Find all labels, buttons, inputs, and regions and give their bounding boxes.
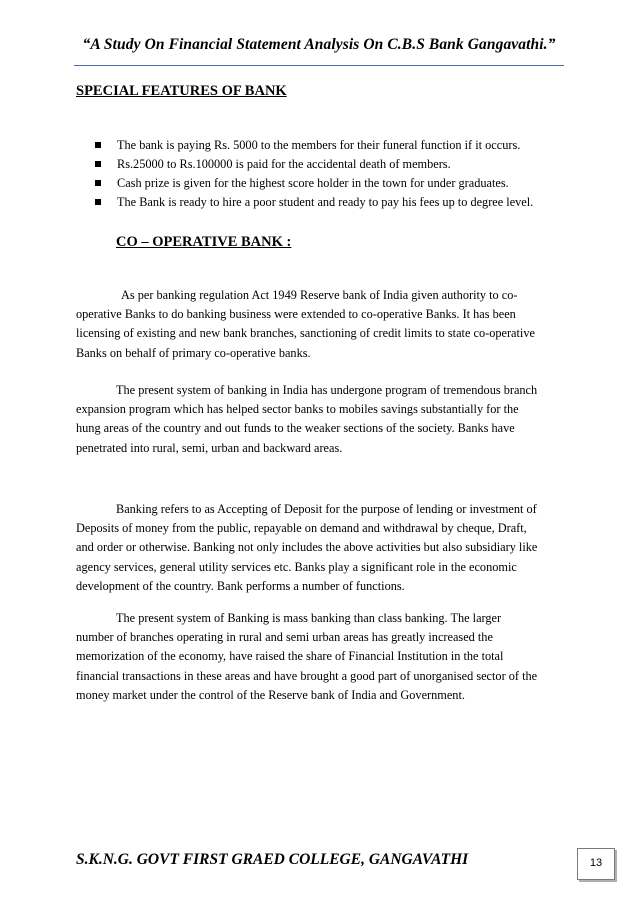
paragraph — [76, 609, 566, 705]
list-item-text: The Bank is ready to hire a poor student and ready to pay his fees up to degree level. — [117, 195, 534, 209]
paragraph — [76, 500, 566, 596]
list-item-text: Rs.25000 to Rs.100000 is paid for the accidental death of members. — [117, 157, 451, 171]
paragraph-line: number of branches operating in rural and semi urban areas has greatly increased the — [76, 630, 493, 645]
cooperative-bank-heading: CO – OPERATIVE BANK : — [116, 234, 292, 250]
paragraph-line: As per banking regulation Act 1949 Reserve bank of India given authority to co- — [121, 288, 518, 302]
paragraph-line: agency services, general utility services etc. Banks play a significant role in the economic — [76, 559, 517, 574]
list-item — [95, 136, 533, 155]
footer-college-name: S.K.N.G. GOVT FIRST GRAED COLLEGE, GANGAVATHI — [76, 851, 469, 868]
paragraph-line: and order or otherwise. Banking not only includes the above activities but also subsidiary like — [76, 540, 538, 555]
paragraph-line: money market under the control of the Reserve bank of India and Government. — [76, 687, 465, 702]
paragraph-line: expansion program which has helped sector banks to mobiles savings substantially for the — [76, 402, 519, 417]
square-bullet-icon — [95, 161, 101, 167]
square-bullet-icon — [95, 142, 101, 148]
paragraph-line: Banking refers to as Accepting of Deposit for the purpose of lending or investment of — [116, 502, 537, 516]
paragraph-line: memorization of the economy, have raised the share of Financial Institution in the total — [76, 649, 504, 664]
paragraph — [76, 286, 566, 363]
paragraph-line: Banks on behalf of primary co-operative banks. — [76, 345, 311, 360]
page-number: 13 — [589, 857, 603, 869]
header-divider — [74, 65, 564, 66]
paragraph-line: The present system of Banking is mass banking than class banking. The larger — [116, 611, 502, 625]
paragraph — [76, 381, 566, 458]
paragraph-line: financial transactions in these areas and have brought a good part of unorganised sector of the — [76, 668, 538, 683]
special-features-heading: SPECIAL FEATURES OF BANK — [76, 83, 287, 99]
list-item — [95, 174, 533, 193]
paragraph-line: Deposits of money from the public, repayable on demand and withdrawal by cheque, Draft, — [76, 521, 527, 536]
list-item-text: The bank is paying Rs. 5000 to the members for their funeral function if it occurs. — [117, 138, 521, 152]
paragraph-line: development of the country. Bank performs a number of functions. — [76, 578, 405, 593]
paragraph-line: licensing of existing and new bank branches, sanctioning of credit limits to state co-operative — [76, 326, 535, 341]
special-features-list — [95, 136, 533, 212]
paragraph-line: The present system of banking in India has undergone program of tremendous branch — [116, 383, 538, 397]
list-item — [95, 155, 533, 174]
square-bullet-icon — [95, 199, 101, 205]
list-item — [95, 193, 533, 212]
list-item-text: Cash prize is given for the highest score holder in the town for under graduates. — [117, 176, 509, 190]
square-bullet-icon — [95, 180, 101, 186]
paragraph-line: operative Banks to do banking business were extended to co-operative Banks. It has been — [76, 307, 516, 322]
paragraph-line: penetrated into rural, semi, urban and backward areas. — [76, 440, 343, 455]
header-title: “A Study On Financial Statement Analysis On C.B.S Bank Gangavathi.” — [82, 36, 556, 53]
page-number-box — [577, 848, 615, 880]
paragraph-line: hung areas of the country and out funds to the weaker sections of the society. Banks have — [76, 421, 515, 436]
